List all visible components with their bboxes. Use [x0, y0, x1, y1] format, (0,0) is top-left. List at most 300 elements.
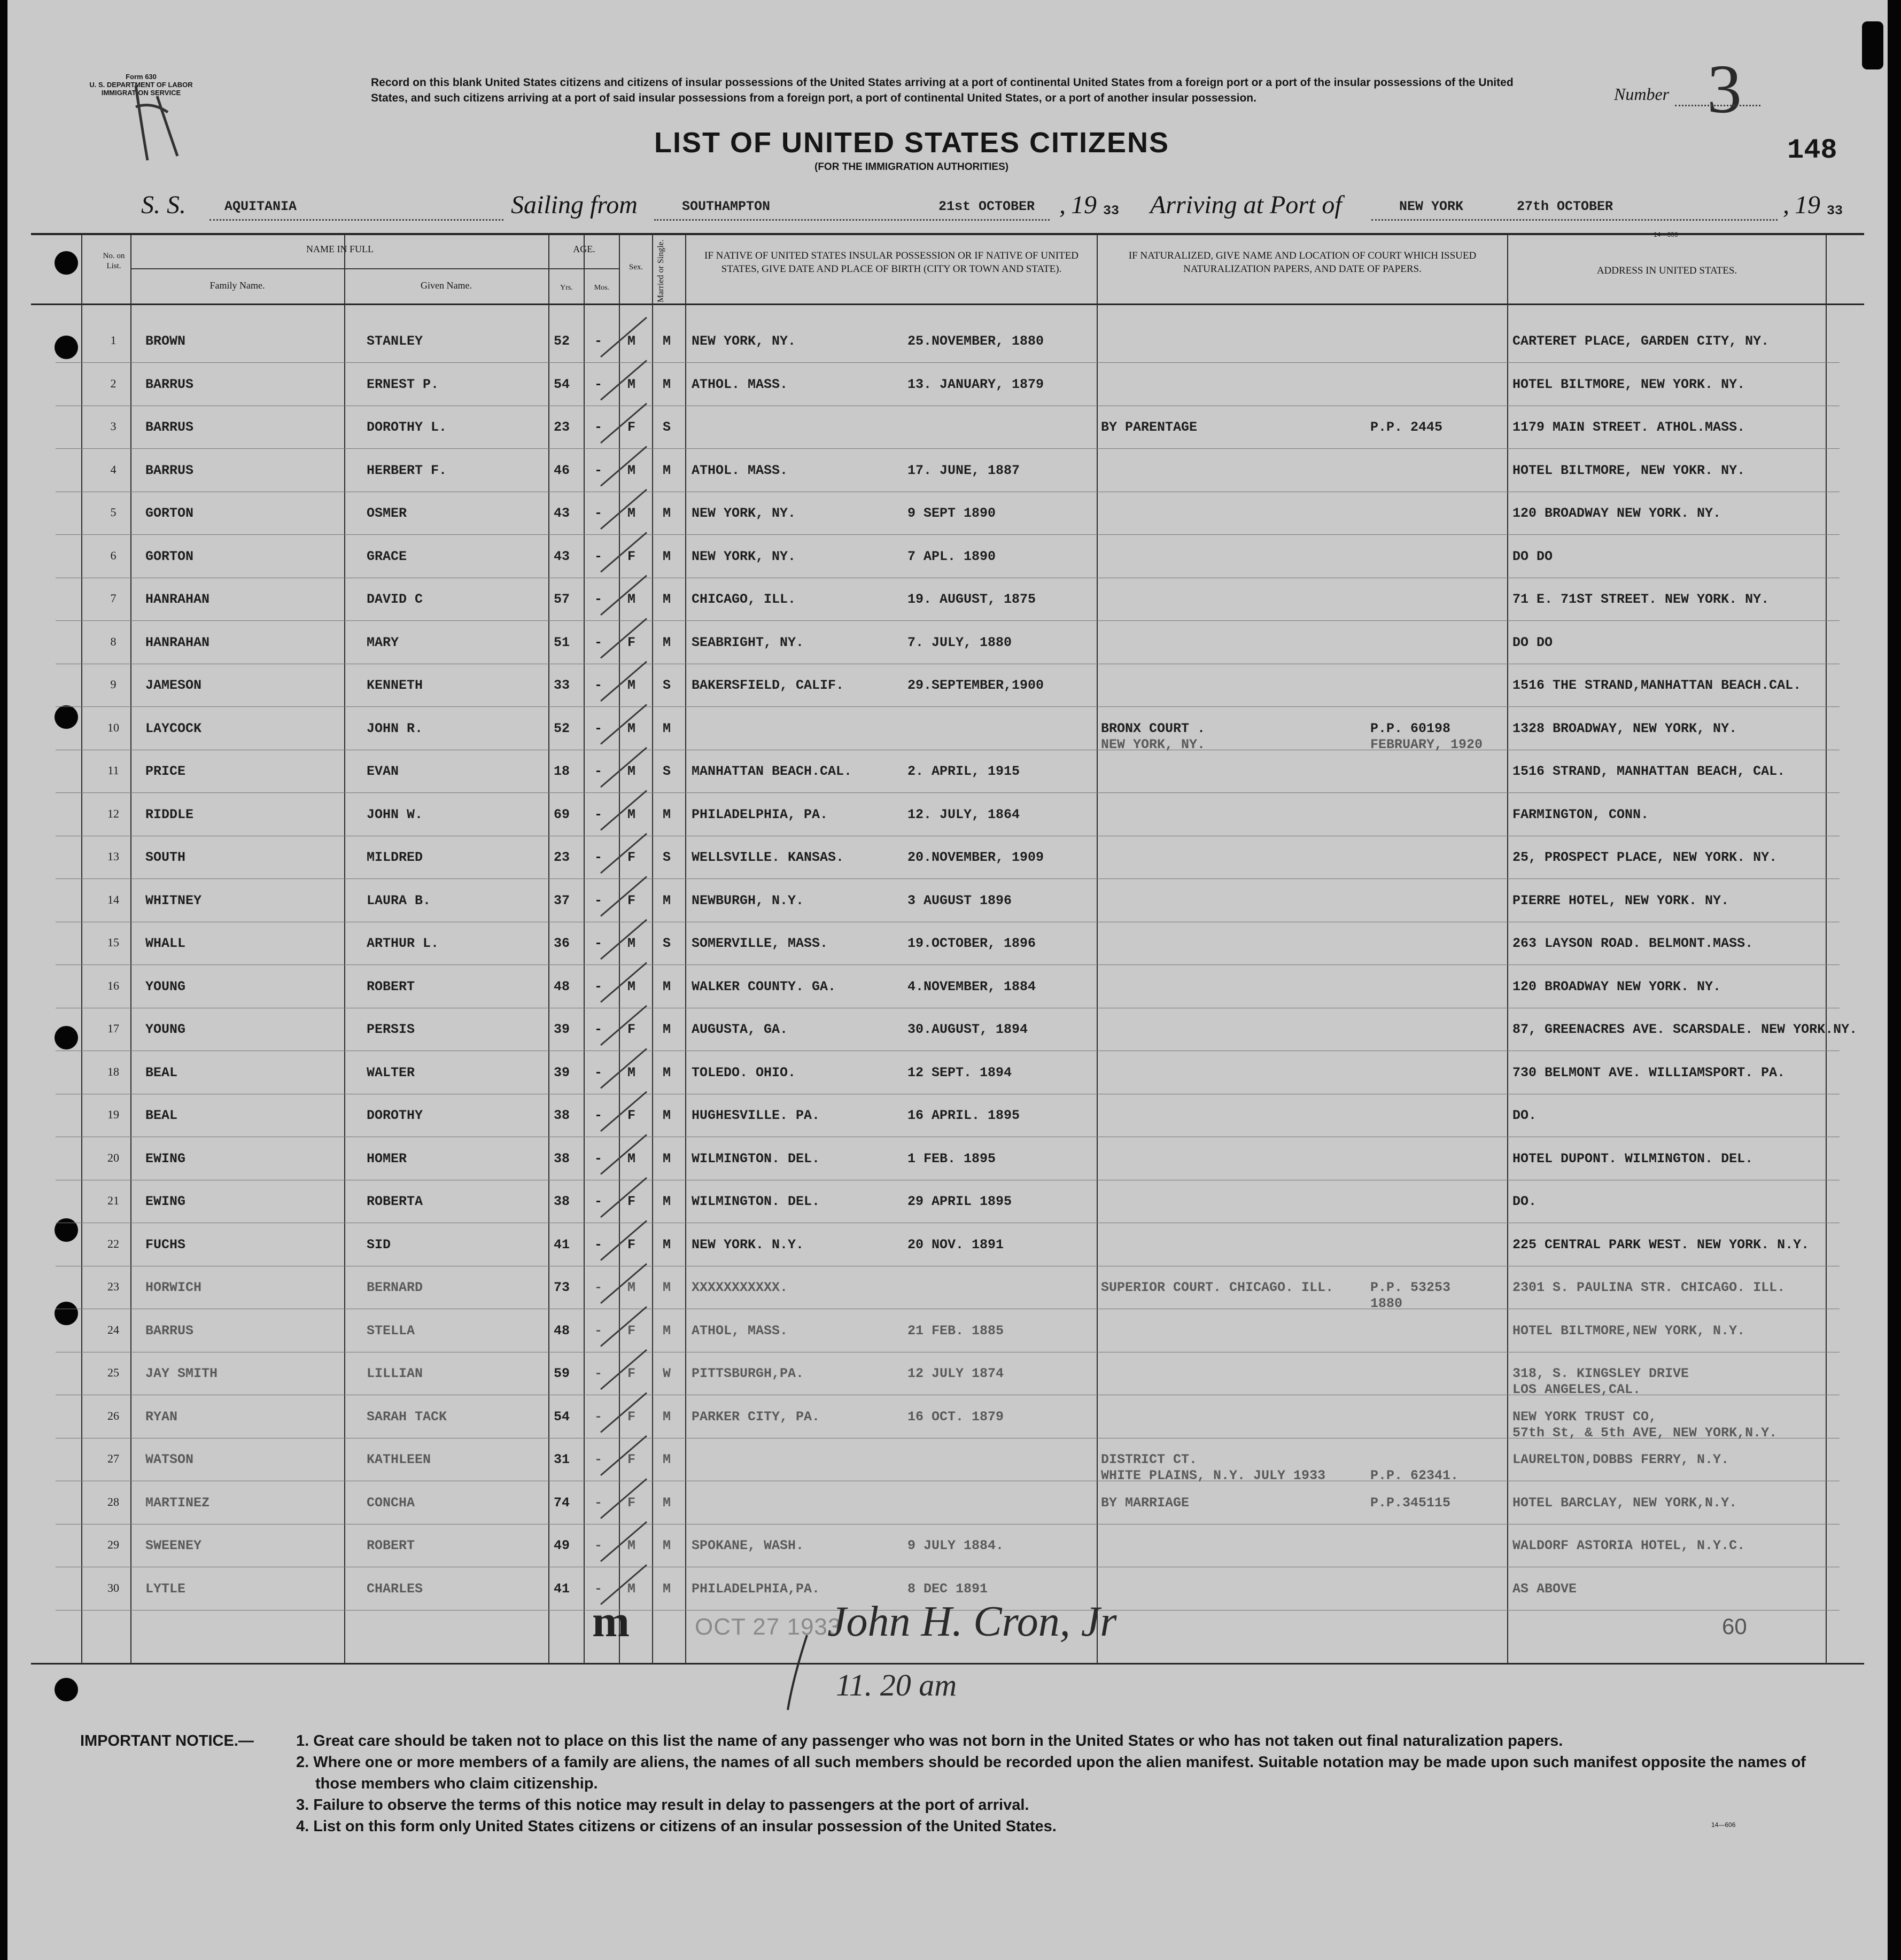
col-header-no: No. on List. — [103, 252, 125, 270]
check-mark — [601, 834, 647, 873]
age-years: 31 — [554, 1452, 570, 1467]
age-years: 48 — [554, 978, 570, 994]
check-mark — [601, 1393, 647, 1433]
papers-date: P.P. 62341. — [1370, 1468, 1459, 1483]
sex: M — [627, 505, 636, 521]
age-years: 57 — [554, 592, 570, 607]
row-number: 26 — [107, 1409, 119, 1422]
check-mark — [601, 489, 647, 529]
given-name: DAVID C — [367, 592, 423, 607]
check-mark — [601, 963, 647, 1002]
year-to: 33 — [1827, 203, 1843, 219]
age-months: - — [594, 806, 603, 822]
check-mark — [601, 619, 647, 658]
given-name: ROBERTA — [367, 1194, 423, 1209]
age-years: 52 — [554, 333, 570, 349]
given-name: KATHLEEN — [367, 1452, 431, 1467]
age-months: - — [594, 1581, 603, 1597]
check-mark — [601, 575, 647, 615]
row-number: 25 — [107, 1366, 119, 1379]
marital-status: M — [663, 1452, 671, 1467]
us-address: 2301 S. PAULINA STR. CHICAGO. ILL. — [1512, 1280, 1786, 1295]
row-number: 2 — [110, 376, 117, 390]
col-header-given: Given Name. — [421, 280, 472, 291]
birth-date: 21 FEB. 1885 — [907, 1323, 1004, 1339]
family-name: MARTINEZ — [145, 1495, 210, 1511]
year-from: 33 — [1103, 203, 1120, 219]
marital-status: M — [663, 1409, 671, 1425]
check-mark — [601, 1049, 647, 1088]
age-months: - — [594, 892, 603, 908]
us-address: HOTEL BILTMORE, NEW YORK. NY. — [1512, 376, 1745, 392]
page-number: 148 — [1787, 135, 1837, 166]
naturalization-location: WHITE PLAINS, N.Y. JULY 1933 — [1101, 1468, 1326, 1483]
row-number: 29 — [107, 1538, 119, 1551]
check-mark — [601, 791, 647, 830]
family-name: HANRAHAN — [145, 634, 210, 650]
birth-date: 3 AUGUST 1896 — [907, 892, 1012, 908]
age-months: - — [594, 1064, 603, 1080]
papers-date: FEBRUARY, 1920 — [1370, 736, 1483, 752]
sex: F — [627, 548, 636, 564]
check-mark — [601, 1135, 647, 1175]
us-address: 71 E. 71ST STREET. NEW YORK. NY. — [1512, 592, 1770, 607]
sailing-label: Sailing from — [511, 191, 638, 219]
sex: F — [627, 1409, 636, 1425]
us-address: DO DO — [1512, 548, 1553, 564]
given-name: KENNETH — [367, 678, 423, 693]
check-mark — [601, 877, 647, 916]
birth-date: 12. JULY, 1864 — [907, 806, 1020, 822]
family-name: RYAN — [145, 1409, 178, 1425]
family-name: RIDDLE — [145, 806, 194, 822]
check-mark — [601, 662, 647, 701]
birth-place: NEW YORK. N.Y. — [692, 1236, 804, 1253]
birth-date: 19.OCTOBER, 1896 — [907, 936, 1036, 951]
year-prefix-from: 19 — [1071, 191, 1097, 219]
age-months: - — [594, 850, 603, 865]
age-years: 23 — [554, 419, 570, 435]
birth-place: CHICAGO, ILL. — [692, 592, 796, 607]
age-months: - — [594, 1108, 603, 1123]
birth-place: MANHATTAN BEACH.CAL. — [692, 764, 852, 779]
sex: F — [627, 419, 636, 435]
naturalization-court: BY PARENTAGE — [1101, 419, 1198, 435]
family-name: BARRUS — [145, 1323, 194, 1339]
given-name: GRACE — [367, 548, 407, 564]
row-number: 19 — [107, 1108, 119, 1121]
birth-place: BAKERSFIELD, CALIF. — [692, 678, 844, 693]
row-number: 20 — [107, 1150, 119, 1164]
check-mark — [601, 447, 647, 486]
age-years: 48 — [554, 1323, 570, 1339]
us-address: PIERRE HOTEL, NEW YORK. NY. — [1512, 892, 1729, 908]
col-header-age: AGE. — [573, 244, 595, 254]
given-name: MARY — [367, 634, 399, 650]
sex: M — [627, 1280, 636, 1295]
age-years: 51 — [554, 634, 570, 650]
col-header-mos: Mos. — [594, 284, 610, 292]
age-years: 39 — [554, 1064, 570, 1080]
marital-status: M — [663, 1323, 671, 1339]
marital-status: S — [663, 419, 671, 435]
naturalization-court: BRONX COURT . — [1101, 720, 1206, 736]
row-number: 27 — [107, 1452, 119, 1465]
family-name: GORTON — [145, 548, 194, 564]
us-address: AS ABOVE — [1512, 1581, 1577, 1597]
port-to: NEW YORK — [1399, 199, 1464, 214]
family-name: EWING — [145, 1194, 186, 1209]
row-number: 21 — [107, 1194, 119, 1207]
given-name: WALTER — [367, 1064, 415, 1080]
row-number: 5 — [110, 505, 117, 519]
given-name: PERSIS — [367, 1022, 415, 1037]
us-address: FARMINGTON, CONN. — [1512, 806, 1649, 822]
naturalization-court: BY MARRIAGE — [1101, 1495, 1190, 1511]
marital-status: M — [663, 1495, 671, 1511]
department: U. S. DEPARTMENT OF LABOR — [89, 81, 193, 89]
birth-place: ATHOL. MASS. — [692, 462, 788, 478]
family-name: SOUTH — [145, 850, 186, 865]
number-label: Number — [1614, 84, 1670, 104]
age-months: - — [594, 1366, 603, 1381]
us-address: CARTERET PLACE, GARDEN CITY, NY. — [1512, 333, 1770, 349]
sex: M — [627, 1150, 636, 1166]
initials-mark: m — [592, 1597, 626, 1646]
age-years: 49 — [554, 1538, 570, 1553]
notice-item: 1. Great care should be taken not to place on this list the name of any passenger who was not born in the United States or who has not taken out final naturalization papers. — [296, 1732, 1563, 1749]
birth-place: ATHOL, MASS. — [692, 1323, 788, 1339]
service: IMMIGRATION SERVICE — [101, 89, 181, 97]
age-months: - — [594, 1409, 603, 1425]
age-years: 41 — [554, 1581, 570, 1597]
birth-place: PITTSBURGH,PA. — [692, 1366, 804, 1381]
given-name: SARAH TACK — [367, 1409, 447, 1425]
age-months: - — [594, 720, 603, 736]
age-months: - — [594, 505, 603, 521]
row-number: 24 — [107, 1323, 119, 1336]
birth-date: 4.NOVEMBER, 1884 — [907, 978, 1036, 994]
given-name: ROBERT — [367, 1538, 415, 1553]
check-mark — [601, 705, 647, 744]
given-name: OSMER — [367, 505, 407, 521]
marital-status: M — [663, 1280, 671, 1295]
given-name: STELLA — [367, 1323, 415, 1339]
given-name: EVAN — [367, 764, 399, 779]
us-address: 318, S. KINGSLEY DRIVE — [1512, 1366, 1689, 1381]
family-name: YOUNG — [145, 1022, 186, 1037]
marital-status: M — [663, 548, 671, 564]
given-name: ARTHUR L. — [367, 936, 439, 951]
sex: M — [627, 1538, 636, 1553]
us-address: 225 CENTRAL PARK WEST. NEW YORK. N.Y. — [1512, 1236, 1810, 1253]
naturalization-court: DISTRICT CT. — [1101, 1452, 1198, 1467]
birth-place: NEW YORK, NY. — [692, 548, 796, 564]
check-mark — [601, 1565, 647, 1605]
given-name: BERNARD — [367, 1280, 423, 1295]
page-title: LIST OF UNITED STATES CITIZENS — [654, 127, 1169, 159]
birth-date: 19. AUGUST, 1875 — [907, 592, 1036, 607]
page-subtitle: (FOR THE IMMIGRATION AUTHORITIES) — [814, 161, 1009, 173]
col-header-family: Family Name. — [210, 280, 265, 291]
arrival-time: 11. 20 am — [836, 1668, 957, 1702]
age-months: - — [594, 764, 603, 779]
port-from: SOUTHAMPTON — [682, 199, 771, 214]
birth-place: PHILADELPHIA,PA. — [692, 1581, 820, 1597]
row-number: 8 — [110, 634, 117, 648]
age-years: 39 — [554, 1022, 570, 1037]
sex: M — [627, 592, 636, 607]
family-name: HANRAHAN — [145, 592, 210, 607]
sex: F — [627, 1194, 636, 1209]
intro-text: Record on this blank United States citizens and citizens of insular possessions of the United States arriving at a port of continental United States from a foreign port or a port of the insular possessions of the United States, and such citizens arriving at a port of said insular possessions from a foreign port, a port of continental United States, or a port of another insular possession. — [371, 76, 1514, 104]
check-mark — [601, 361, 647, 400]
us-address-line2: 57th St, & 5th AVE, NEW YORK,N.Y. — [1512, 1425, 1778, 1441]
age-years: 38 — [554, 1150, 570, 1166]
us-address: 730 BELMONT AVE. WILLIAMSPORT. PA. — [1512, 1064, 1786, 1080]
age-years: 43 — [554, 505, 570, 521]
row-number: 28 — [107, 1495, 119, 1508]
received-stamp: OCT 27 1933 — [695, 1614, 842, 1640]
us-address-line2: LOS ANGELES,CAL. — [1512, 1382, 1641, 1397]
date-from: 21st OCTOBER — [938, 199, 1035, 214]
us-address: LAURELTON,DOBBS FERRY, N.Y. — [1512, 1452, 1729, 1467]
birth-place: XXXXXXXXXXX. — [692, 1280, 788, 1295]
given-name: DOROTHY L. — [367, 419, 447, 435]
family-name: BEAL — [145, 1108, 178, 1123]
birth-place: WILMINGTON. DEL. — [692, 1194, 820, 1209]
us-address: 120 BROADWAY NEW YORK. NY. — [1512, 978, 1721, 994]
date-to: 27th OCTOBER — [1517, 199, 1613, 214]
row-number: 14 — [107, 892, 119, 906]
count-mark: 60 — [1722, 1614, 1747, 1639]
family-name: BARRUS — [145, 376, 194, 392]
papers-number: P.P.345115 — [1370, 1495, 1451, 1511]
birth-place: WELLSVILLE. KANSAS. — [692, 850, 844, 865]
row-number: 3 — [110, 419, 117, 433]
sex: F — [627, 850, 636, 865]
birth-date: 8 DEC 1891 — [907, 1581, 988, 1597]
sex: M — [627, 764, 636, 779]
marital-status: S — [663, 678, 671, 693]
us-address: DO. — [1512, 1108, 1537, 1123]
birth-place: NEW YORK, NY. — [692, 333, 796, 349]
age-years: 46 — [554, 462, 570, 478]
birth-date: 1 FEB. 1895 — [907, 1150, 996, 1166]
us-address: DO. — [1512, 1194, 1537, 1209]
birth-date: 7 APL. 1890 — [907, 548, 996, 564]
check-mark — [601, 748, 647, 787]
age-months: - — [594, 1538, 603, 1553]
marital-status: S — [663, 764, 671, 779]
sex: F — [627, 634, 636, 650]
us-address: WALDORF ASTORIA HOTEL, N.Y.C. — [1512, 1538, 1745, 1553]
birth-date: 7. JULY, 1880 — [907, 634, 1012, 650]
family-name: SWEENEY — [145, 1538, 202, 1553]
sex: F — [627, 1366, 636, 1381]
us-address: 1516 STRAND, MANHATTAN BEACH, CAL. — [1512, 764, 1786, 779]
family-name: PRICE — [145, 764, 186, 779]
row-number: 13 — [107, 850, 119, 863]
sex: M — [627, 1064, 636, 1080]
notice-item: 4. List on this form only United States citizens or citizens of an insular possession of the United States. — [296, 1818, 1057, 1835]
age-months: - — [594, 1236, 603, 1253]
age-months: - — [594, 1150, 603, 1166]
check-mark — [601, 403, 647, 443]
marital-status: M — [663, 462, 671, 478]
sex: F — [627, 1452, 636, 1467]
age-years: 69 — [554, 806, 570, 822]
marital-status: M — [663, 376, 671, 392]
age-years: 33 — [554, 678, 570, 693]
birth-date: 13. JANUARY, 1879 — [907, 376, 1044, 392]
birth-date: 9 JULY 1884. — [907, 1538, 1004, 1553]
age-months: - — [594, 1452, 603, 1467]
family-name: BEAL — [145, 1064, 178, 1080]
us-address: 1328 BROADWAY, NEW YORK, NY. — [1512, 720, 1737, 736]
row-number: 7 — [110, 592, 117, 605]
sex: M — [627, 333, 636, 349]
sex: F — [627, 1495, 636, 1511]
notice-item: 3. Failure to observe the terms of this notice may result in delay to passengers at the port of arrival. — [296, 1796, 1029, 1814]
birth-place: SPOKANE, WASH. — [692, 1538, 804, 1553]
marital-status: S — [663, 936, 671, 951]
naturalization-court: SUPERIOR COURT. CHICAGO. ILL. — [1101, 1280, 1334, 1295]
us-address: DO DO — [1512, 634, 1553, 650]
notice-heading: IMPORTANT NOTICE.— — [80, 1732, 254, 1749]
notice-item: 2. Where one or more members of a family are aliens, the names of all such members should be recorded upon the alien manifest. Suitable notation may be made upon such manifest opposite the names of those members who claim citizenship. — [296, 1754, 1806, 1792]
given-name: JOHN R. — [367, 720, 423, 736]
row-number: 6 — [110, 548, 117, 562]
birth-place: TOLEDO. OHIO. — [692, 1064, 796, 1080]
given-name: HERBERT F. — [367, 462, 447, 478]
col-header-birth: IF NATIVE OF UNITED STATES INSULAR POSSESSION OR IF NATIVE OF UNITED STATES, GIVE DATE AND PLACE OF BIRTH (CITY OR TOWN AND STATE). — [704, 250, 1078, 275]
family-name: EWING — [145, 1150, 186, 1166]
sex: F — [627, 892, 636, 908]
marital-status: M — [663, 1150, 671, 1166]
birth-date: 20.NOVEMBER, 1909 — [907, 850, 1044, 865]
row-number: 16 — [107, 978, 119, 992]
col-header-sex: Sex. — [629, 263, 643, 271]
marital-status: M — [663, 1538, 671, 1553]
given-name: SID — [367, 1236, 391, 1253]
birth-place: AUGUSTA, GA. — [692, 1022, 788, 1037]
age-years: 37 — [554, 892, 570, 908]
naturalization-location: NEW YORK, NY. — [1101, 736, 1206, 752]
birth-date: 30.AUGUST, 1894 — [907, 1022, 1028, 1037]
sex: M — [627, 936, 636, 951]
birth-date: 16 APRIL. 1895 — [907, 1108, 1020, 1123]
given-name: ERNEST P. — [367, 376, 439, 392]
marital-status: S — [663, 850, 671, 865]
marital-status: M — [663, 1194, 671, 1209]
age-years: 54 — [554, 1409, 570, 1425]
marital-status: M — [663, 1581, 671, 1597]
family-name: HORWICH — [145, 1280, 202, 1295]
sex: F — [627, 1323, 636, 1339]
given-name: HOMER — [367, 1150, 407, 1166]
age-months: - — [594, 1323, 603, 1339]
age-months: - — [594, 548, 603, 564]
age-months: - — [594, 462, 603, 478]
year-prefix-to: 19 — [1795, 191, 1820, 219]
given-name: STANLEY — [367, 333, 423, 349]
row-number: 12 — [107, 806, 119, 820]
check-mark — [601, 1006, 647, 1045]
marital-status: M — [663, 333, 671, 349]
family-name: JAMESON — [145, 678, 202, 693]
papers-number: P.P. 53253 — [1370, 1280, 1451, 1295]
comma: , — [1059, 191, 1066, 219]
row-number: 15 — [107, 936, 119, 949]
inspector-signature: John H. Cron, Jr — [827, 1598, 1117, 1645]
birth-date: 29.SEPTEMBER,1900 — [907, 678, 1044, 693]
birth-place: PHILADELPHIA, PA. — [692, 806, 828, 822]
check-mark — [601, 1178, 647, 1217]
us-address: 25, PROSPECT PLACE, NEW YORK. NY. — [1512, 850, 1778, 865]
check-mark — [601, 1436, 647, 1475]
check-mark — [601, 1264, 647, 1303]
us-address: NEW YORK TRUST CO, — [1512, 1409, 1657, 1425]
age-months: - — [594, 592, 603, 607]
col-header-yrs: Yrs. — [560, 284, 573, 292]
birth-date: 9 SEPT 1890 — [907, 505, 996, 521]
marital-status: M — [663, 978, 671, 994]
family-name: JAY SMITH — [145, 1366, 218, 1381]
given-name: JOHN W. — [367, 806, 423, 822]
form-number: Form 630 — [126, 73, 157, 81]
family-name: BROWN — [145, 333, 186, 349]
birth-date: 25.NOVEMBER, 1880 — [907, 333, 1044, 349]
check-mark — [601, 317, 647, 357]
us-address: HOTEL BILTMORE,NEW YORK, N.Y. — [1512, 1323, 1745, 1339]
row-number: 30 — [107, 1581, 119, 1595]
row-number: 23 — [107, 1280, 119, 1293]
sex: M — [627, 462, 636, 478]
sex-column-check-marks — [7, 0, 1888, 1960]
us-address: HOTEL BILTMORE, NEW YOKR. NY. — [1512, 462, 1745, 478]
birth-date: 17. JUNE, 1887 — [907, 462, 1020, 478]
age-years: 41 — [554, 1236, 570, 1253]
age-months: - — [594, 419, 603, 435]
age-months: - — [594, 634, 603, 650]
sex: F — [627, 1108, 636, 1123]
papers-number: P.P. 60198 — [1370, 720, 1451, 736]
birth-place: WILMINGTON. DEL. — [692, 1150, 820, 1166]
row-number: 9 — [110, 678, 117, 691]
age-years: 36 — [554, 936, 570, 951]
number-value: 3 — [1707, 51, 1742, 128]
given-name: MILDRED — [367, 850, 423, 865]
marital-status: M — [663, 806, 671, 822]
birth-date: 12 SEPT. 1894 — [907, 1064, 1012, 1080]
age-years: 23 — [554, 850, 570, 865]
birth-place: NEW YORK, NY. — [692, 505, 796, 521]
given-name: ROBERT — [367, 978, 415, 994]
family-name: LAYCOCK — [145, 720, 202, 736]
check-mark — [601, 1307, 647, 1347]
check-mark — [601, 533, 647, 572]
check-mark — [601, 1350, 647, 1389]
age-months: - — [594, 376, 603, 392]
papers-number: P.P. 2445 — [1370, 419, 1443, 435]
family-name: WATSON — [145, 1452, 194, 1467]
comma: , — [1783, 191, 1789, 219]
birth-place: NEWBURGH, N.Y. — [692, 892, 804, 908]
family-name: LYTLE — [145, 1581, 186, 1597]
birth-place: SEABRIGHT, NY. — [692, 634, 804, 650]
sex: F — [627, 1236, 636, 1253]
